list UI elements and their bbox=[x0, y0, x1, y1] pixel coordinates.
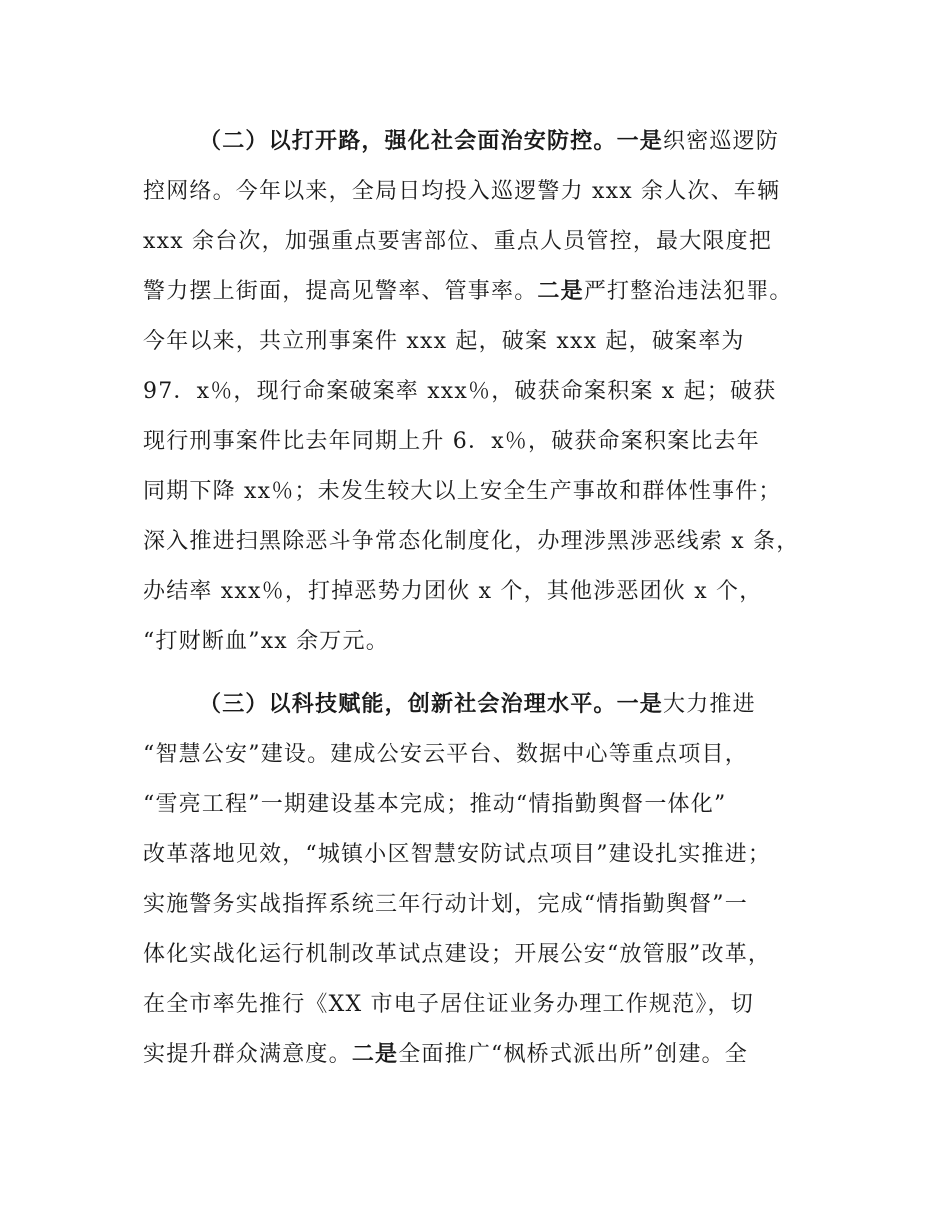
section3-line-2: “智慧公安”建设。建成公安云平台、数据中心等重点项目， bbox=[143, 742, 748, 767]
section2-line-1 bbox=[199, 127, 779, 157]
section3-point-2-marker: 二是 bbox=[351, 1042, 399, 1067]
section2-line-7: 现行刑事案件比去年同期上升 6．x％，破获命案积案比去年 bbox=[143, 429, 760, 454]
section2-line-9: 深入推进扫黑除恶斗争常态化制度化，办理涉黑涉恶线索 x 条， bbox=[143, 529, 800, 554]
section3-line-8-pre: 实提升群众满意度。 bbox=[143, 1042, 352, 1067]
section3-line-8 bbox=[143, 1040, 748, 1070]
section3-line-1-text: 大力推进 bbox=[663, 692, 756, 717]
section3-heading: （三）以科技赋能，创新社会治理水平。一是 bbox=[199, 692, 664, 717]
section2-line-4-rest: 严打整治违法犯罪。 bbox=[583, 279, 793, 304]
section2-line-2: 控网络。今年以来，全局日均投入巡逻警力 xxx 余人次、车辆 bbox=[143, 179, 781, 204]
section3-line-5: 实施警务实战指挥系统三年行动计划，完成“情指勤舆督”一 bbox=[143, 892, 748, 917]
section2-line-4 bbox=[143, 277, 793, 307]
section2-line-10: 办结率 xxx％，打掉恶势力团伙 x 个，其他涉恶团伙 x 个， bbox=[143, 579, 763, 604]
section3-line-7: 在全市率先推行《XX 市电子居住证业务办理工作规范》，切 bbox=[143, 992, 754, 1017]
section3-line-4: 改革落地见效，“城镇小区智慧安防试点项目”建设扎实推进； bbox=[143, 842, 772, 867]
section2-line-3: xxx 余台次，加强重点要害部位、重点人员管控，最大限度把 bbox=[143, 229, 773, 254]
section2-line-5: 今年以来，共立刑事案件 xxx 起，破案 xxx 起，破案率为 bbox=[143, 329, 745, 354]
section2-line-11: “打财断血”xx 余万元。 bbox=[143, 629, 389, 654]
section3-line-8-rest: 全面推广“枫桥式派出所”创建。全 bbox=[398, 1042, 748, 1067]
section2-line-6: 97．x％，现行命案破案率 xxx％，破获命案积案 x 起；破获 bbox=[143, 379, 777, 404]
section2-line-4-pre: 警力摆上街面，提高见警率、管事率。 bbox=[143, 279, 538, 304]
section3-line-1 bbox=[199, 690, 756, 720]
section3-line-6: 体化实战化运行机制改革试点建设；开展公安“放管服”改革， bbox=[143, 942, 772, 967]
section3-line-3: “雪亮工程”一期建设基本完成；推动“情指勤舆督一体化” bbox=[143, 792, 727, 817]
section2-heading: （二）以打开路，强化社会面治安防控。一是 bbox=[199, 129, 664, 154]
section2-line-1-text: 织密巡逻防 bbox=[663, 129, 780, 154]
section2-line-8: 同期下降 xx％；未发生较大以上安全生产事故和群体性事件； bbox=[143, 479, 782, 504]
section2-point-2-marker: 二是 bbox=[537, 279, 584, 304]
